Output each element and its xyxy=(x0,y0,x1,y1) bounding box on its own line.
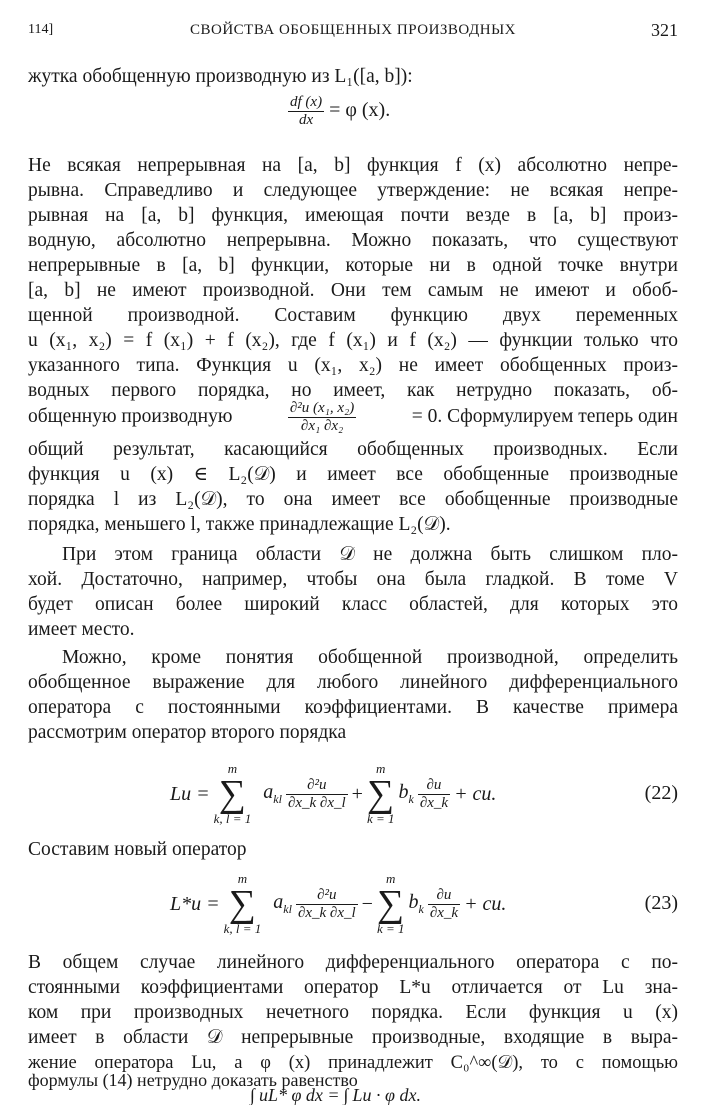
text-line: общий результат, касающийся обобщенных производных. Если xyxy=(28,439,678,460)
text-line: указанного типа. Функция u (x₁, x₂) не имеет обобщенных произ- xyxy=(28,355,678,376)
integral-sign: ∫ xyxy=(250,1085,255,1105)
text-line: щенной производной. Составим функцию двух переменных xyxy=(28,305,678,326)
fraction-numerator: ∂²u (x₁, x₂) xyxy=(289,399,355,416)
text-line: рассмотрим оператор второго порядка xyxy=(28,722,347,743)
plus-sign: + xyxy=(351,782,363,805)
integral-rhs: Lu · φ dx. xyxy=(352,1085,421,1105)
equation-lhs: Lu = xyxy=(170,782,210,805)
text-fragment: общенную производную xyxy=(28,406,233,427)
text-line-with-fraction xyxy=(28,400,678,434)
fraction-denominator: dx xyxy=(298,112,314,128)
text-line: жение оператора Lu, а φ (x) принадлежит C₀^∞(𝒟), то с помощью xyxy=(28,1053,678,1073)
intro-line: жутка обобщенную производную из L₁([a, b]): xyxy=(28,66,413,87)
text-line: непрерывные в [a, b] функции, которые ни в одной точке внутри xyxy=(28,255,678,276)
text-line: порядка l из L₂(𝒟), то она имеет все обобщенные производные xyxy=(28,489,678,510)
text-fragment: = 0. Сформулируем теперь один xyxy=(411,406,678,427)
text-line: [a, b] не имеют производной. Они тем самым не имеют и обоб- xyxy=(28,280,678,301)
fraction-numerator: df (x) xyxy=(290,94,323,110)
equation-tail: + cu. xyxy=(454,782,497,805)
sum-lower-limit: k, l = 1 xyxy=(213,811,252,826)
equation-number: (23) xyxy=(644,892,678,914)
text-line: оператора с постоянными коэффициентами. В качестве примера xyxy=(28,697,678,718)
derivative-fraction xyxy=(288,94,324,129)
text-line: обобщенное выражение для любого линейного дифференциального xyxy=(28,672,678,693)
section-number: 114] xyxy=(28,22,54,37)
first-derivative-fraction: $\frac{\partial u}{\partial x\_k}$ xyxy=(429,886,459,921)
text-line: рывна. Справедливо и следующее утверждение: не всякая непре- xyxy=(28,180,678,201)
mixed-derivative-fraction xyxy=(288,400,356,435)
second-derivative-fraction: $\frac{\text{∂²u}}{\partial x\_k \partial x\_l}$ xyxy=(297,886,356,921)
equation-number: (22) xyxy=(644,782,678,804)
coefficient-a: $a_{kl}$ xyxy=(273,891,292,916)
equation-23 xyxy=(170,872,506,936)
text-line: водных первого порядка, но имеет, как нетрудно показать, об- xyxy=(28,380,678,401)
minus-sign: − xyxy=(361,892,373,915)
text-line: При этом граница области 𝒟 не должна быть слишком пло- xyxy=(62,544,678,565)
page-header xyxy=(28,20,678,44)
coefficient-b: $b_k$ xyxy=(408,891,424,916)
text-line: Можно, кроме понятия обобщенной производной, определить xyxy=(62,647,678,668)
text-line: будет описан более широкий класс областей, для которых это xyxy=(28,594,678,615)
equation-integral xyxy=(250,1085,421,1105)
equation-rhs: = φ (x). xyxy=(329,99,391,122)
sum-symbol: m ∑ k = 1 xyxy=(376,871,405,936)
text-line: хой. Достаточно, например, чтобы она была гладкой. В томе V xyxy=(28,569,678,590)
first-derivative-fraction: $\frac{\partial u}{\partial x\_k}$ xyxy=(419,776,449,811)
text-line: формулы (14) нетрудно доказать равенство xyxy=(28,1070,358,1090)
fraction-denominator: ∂x₁ ∂x₂ xyxy=(300,417,344,434)
text-line: имеет место. xyxy=(28,619,135,640)
coefficient-a: $a_{kl}$ xyxy=(263,781,282,806)
equation-derivative xyxy=(288,94,390,129)
text-line: порядка, меньшего l, также принадлежащие L₂(𝒟). xyxy=(28,514,451,535)
sum-symbol: m ∑ k = 1 xyxy=(366,761,395,826)
coefficient-b: $b_k$ xyxy=(398,781,414,806)
integral-lhs: uL* φ dx = xyxy=(258,1085,340,1105)
integral-sign: ∫ xyxy=(343,1085,349,1105)
text-line: имеет в области 𝒟 непрерывные производные, входящие в выра- xyxy=(28,1027,678,1048)
text-line: В общем случае линейного дифференциального оператора с по- xyxy=(28,952,678,973)
text-line: функция u (x) ∈ L₂(𝒟) и имеет все обобщенные производные xyxy=(28,464,678,485)
text-line: Составим новый оператор xyxy=(28,839,247,860)
equation-lhs: L*u = xyxy=(170,892,220,915)
text-line: Не всякая непрерывная на [a, b] функция f (x) абсолютно непре- xyxy=(28,155,678,176)
sum-symbol: m ∑ k, l = 1 xyxy=(213,761,252,826)
page-number: 321 xyxy=(651,20,678,40)
sum-symbol: m ∑ k, l = 1 xyxy=(223,871,262,936)
text-line: ком при производных нечетного порядка. Если функция u (x) xyxy=(28,1002,678,1023)
text-line: рывная на [a, b] функция, имеющая почти везде в [a, b] произ- xyxy=(28,205,678,226)
sum-upper-limit: m xyxy=(227,761,238,776)
equation-22 xyxy=(170,762,496,826)
running-title: СВОЙСТВА ОБОБЩЕННЫХ ПРОИЗВОДНЫХ xyxy=(189,22,516,38)
second-derivative-fraction: $\frac{\text{∂²u}}{\partial x\_k \partial x\_l}$ xyxy=(287,776,346,811)
text-line: водную, абсолютно непрерывна. Можно показать, что существуют xyxy=(28,230,678,251)
text-line: стоянными коэффициентами оператор L*u отличается от Lu зна- xyxy=(28,977,678,998)
text-line: u (x₁, x₂) = f (x₁) + f (x₂), где f (x₁) и f (x₂) — функции только что xyxy=(28,330,678,351)
equation-tail: + cu. xyxy=(464,892,507,915)
